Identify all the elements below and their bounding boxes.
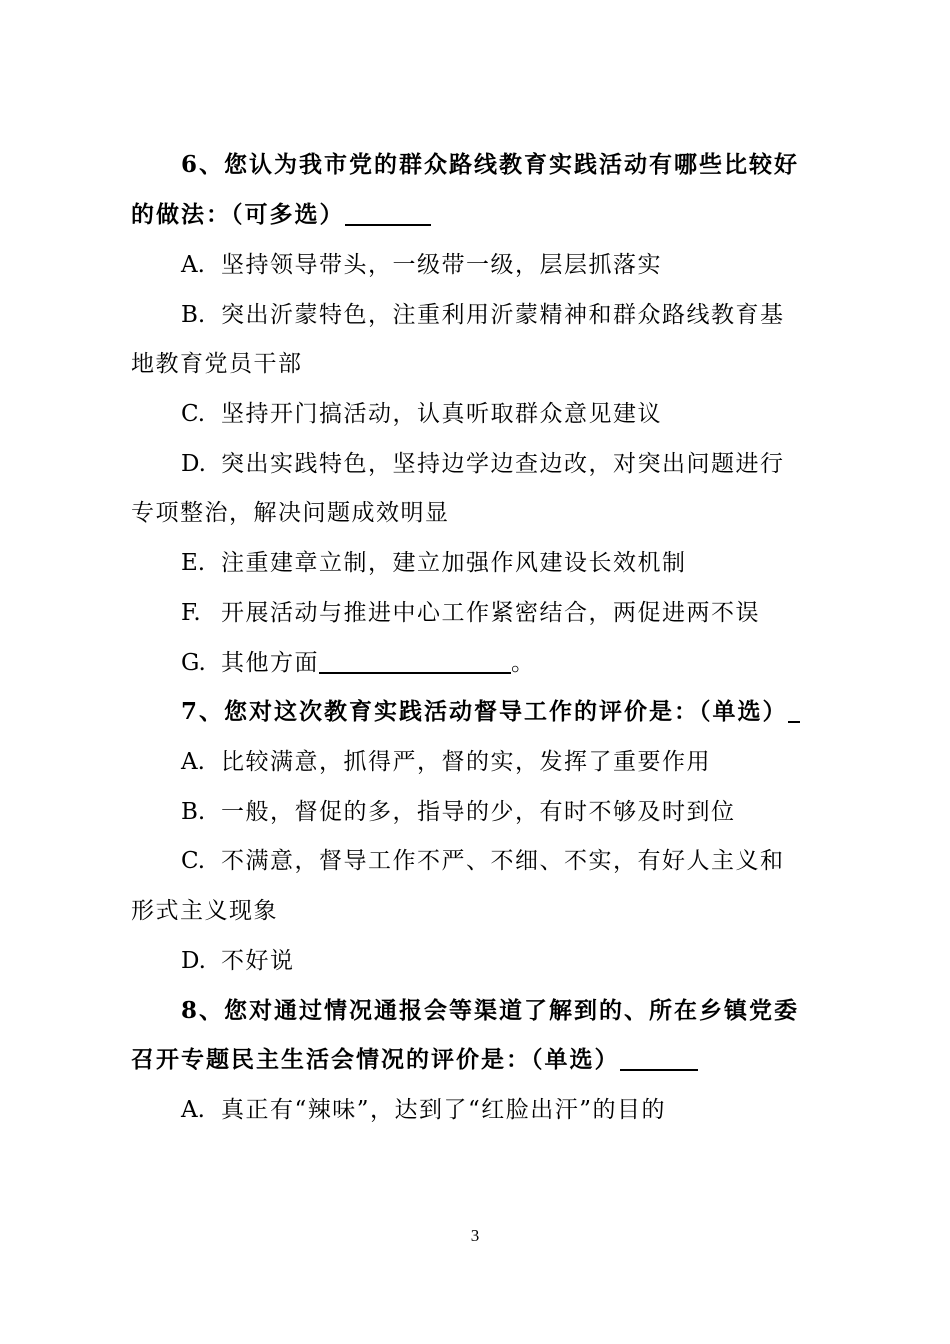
option-label: D. xyxy=(181,948,206,974)
option-label: G. xyxy=(181,650,206,676)
option-label: B. xyxy=(181,799,206,825)
option-label: C. xyxy=(181,848,206,874)
answer-blank xyxy=(319,648,511,674)
option-text: 比较满意，抓得严，督的实，发挥了重要作用 xyxy=(221,749,711,775)
option-text: 坚持开门搞活动，认真听取群众意见建议 xyxy=(221,401,662,427)
question-7-text: 7、您对这次教育实践活动督导工作的评价是：（单选） xyxy=(181,698,788,725)
page-number: 3 xyxy=(470,1226,480,1245)
option-row xyxy=(0,300,950,330)
option-text: 真正有“辣味”，达到了“红脸出汗”的目的 xyxy=(221,1097,667,1123)
question-8-line-1: 8、您对通过情况通报会等渠道了解到的、所在乡镇党委 xyxy=(181,997,800,1024)
option-continuation: 专项整治，解决问题成效明显 xyxy=(131,500,450,526)
option-suffix: 。 xyxy=(511,650,536,676)
option-row xyxy=(0,399,950,429)
answer-blank xyxy=(788,697,800,723)
option-row xyxy=(0,598,950,628)
option-continuation: 地教育党员干部 xyxy=(131,351,303,377)
option-text: 其他方面 xyxy=(221,650,319,676)
answer-blank xyxy=(345,200,431,226)
option-label: C. xyxy=(181,401,206,427)
question-6-line-1: 6、您认为我市党的群众路线教育实践活动有哪些比较好 xyxy=(181,151,800,178)
option-row xyxy=(0,747,950,777)
option-row xyxy=(0,946,950,976)
question-6-line-2 xyxy=(0,200,950,230)
option-row xyxy=(0,797,950,827)
option-text: 开展活动与推进中心工作紧密结合，两促进两不误 xyxy=(221,600,760,626)
question-8-text: 召开专题民主生活会情况的评价是：（单选） xyxy=(131,1046,620,1073)
option-label: A. xyxy=(181,1097,205,1123)
option-label: D. xyxy=(181,451,206,477)
option-text: 不好说 xyxy=(221,948,295,974)
option-text: 注重建章立制，建立加强作风建设长效机制 xyxy=(221,550,687,576)
option-text: 突出实践特色，坚持边学边查边改，对突出问题进行 xyxy=(221,451,785,477)
option-label: A. xyxy=(181,749,205,775)
option-label: A. xyxy=(181,252,205,278)
option-label: E. xyxy=(181,550,206,576)
option-text: 一般，督促的多，指导的少，有时不够及时到位 xyxy=(221,799,736,825)
question-6-text: 的做法：（可多选） xyxy=(131,201,345,228)
option-row xyxy=(0,1095,950,1125)
option-text: 突出沂蒙特色，注重利用沂蒙精神和群众路线教育基 xyxy=(221,302,785,328)
option-row xyxy=(0,846,950,876)
option-row xyxy=(0,548,950,578)
option-label: B. xyxy=(181,302,206,328)
option-label: F. xyxy=(181,600,201,626)
option-row xyxy=(0,250,950,280)
question-8-line-2 xyxy=(0,1045,950,1075)
option-continuation: 形式主义现象 xyxy=(131,898,278,924)
answer-blank xyxy=(620,1045,698,1071)
option-row xyxy=(0,648,950,678)
question-7-line-1 xyxy=(0,697,950,727)
option-text: 坚持领导带头，一级带一级，层层抓落实 xyxy=(221,252,662,278)
option-row xyxy=(0,449,950,479)
option-text: 不满意，督导工作不严、不细、不实，有好人主义和 xyxy=(221,848,785,874)
